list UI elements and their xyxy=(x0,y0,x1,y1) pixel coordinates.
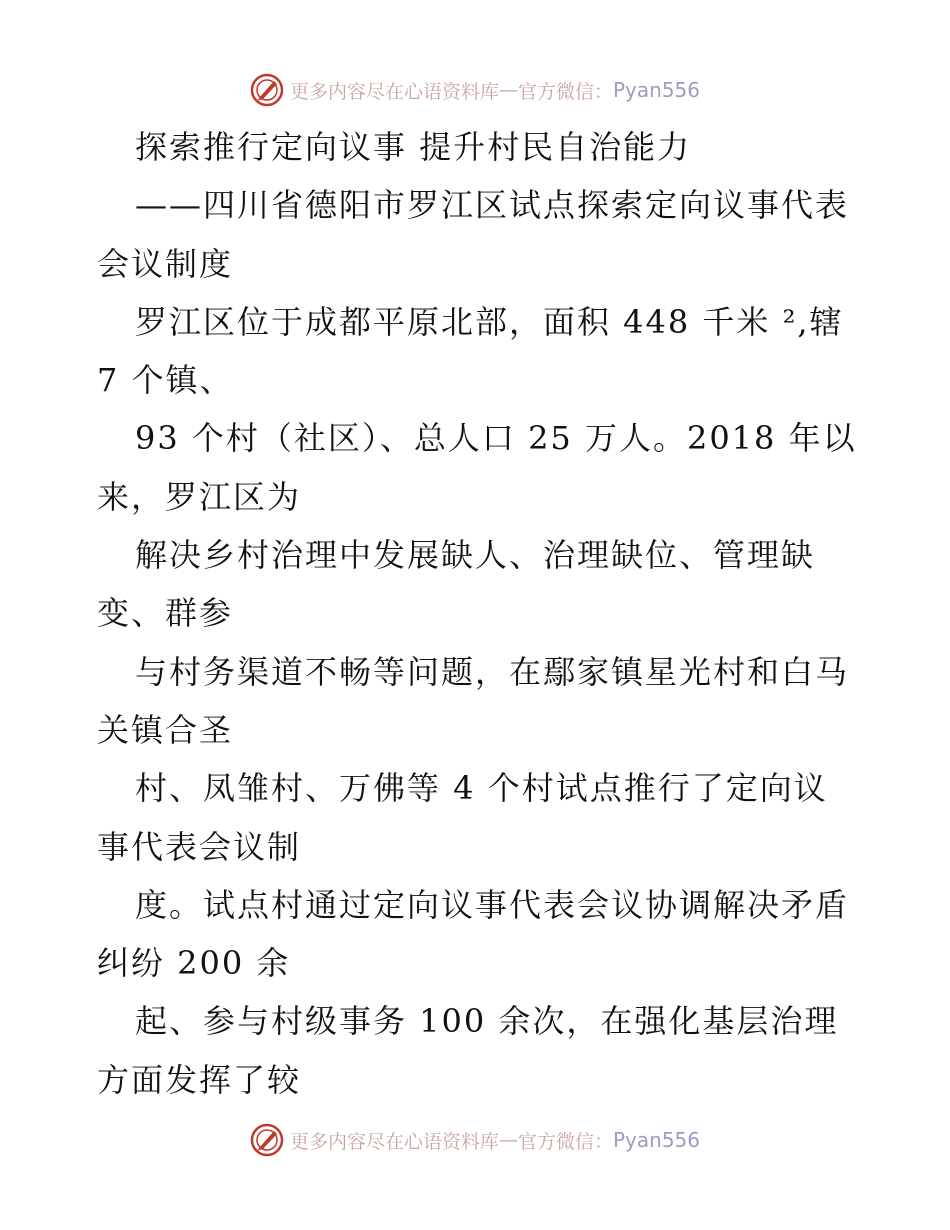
paragraph-line: 会议制度 xyxy=(97,244,234,283)
seal-logo-icon xyxy=(250,1123,284,1157)
paragraph-line: 与村务渠道不畅等问题，在鄢家镇星光村和白马 xyxy=(135,652,850,691)
watermark-wechat-label: 官方微信： xyxy=(517,1130,613,1153)
paragraph-line: 村、凤雏村、万佛等 4 个村试点推行了定向议 xyxy=(135,769,828,808)
paragraph-line: 93 个村（社区）、总人口 25 万人。2018 年以 xyxy=(135,419,857,458)
paragraph-line: 纠纷 200 余 xyxy=(97,944,291,983)
watermark-dash: — xyxy=(498,79,518,101)
header-watermark xyxy=(0,70,950,110)
paragraph-line: 7 个镇、 xyxy=(97,361,234,400)
watermark-wechat-label: 官方微信： xyxy=(517,80,613,103)
paragraph-line: 解决乡村治理中发展缺人、治理缺位、管理缺 xyxy=(135,536,816,575)
document-body xyxy=(97,118,857,1109)
watermark-brand: 更多内容尽在心语资料库 xyxy=(289,80,499,103)
watermark-wechat-id: Pyan556 xyxy=(613,1128,701,1152)
watermark-brand: 更多内容尽在心语资料库 xyxy=(289,1130,499,1153)
document-title: 探索推行定向议事 提升村民自治能力 xyxy=(135,128,692,166)
paragraph-line: 方面发挥了较 xyxy=(97,1060,302,1099)
seal-logo-icon xyxy=(250,73,284,107)
paragraph-line: 变、群参 xyxy=(97,594,234,633)
paragraph-line: 来，罗江区为 xyxy=(97,477,302,516)
watermark-wechat-id: Pyan556 xyxy=(613,78,701,102)
paragraph-line: 起、参与村级事务 100 余次，在强化基层治理 xyxy=(135,1002,839,1041)
watermark-dash: — xyxy=(498,1129,518,1151)
document-subtitle: ——四川省德阳市罗江区试点探索定向议事代表 xyxy=(135,186,850,225)
paragraph-line: 度。试点村通过定向议事代表会议协调解决矛盾 xyxy=(135,885,850,924)
footer-watermark xyxy=(0,1120,950,1160)
paragraph-line: 关镇合圣 xyxy=(97,710,234,749)
paragraph-line: 事代表会议制 xyxy=(97,827,302,866)
paragraph-line: 罗江区位于成都平原北部，面积 448 千米 ²,辖 xyxy=(135,302,844,341)
